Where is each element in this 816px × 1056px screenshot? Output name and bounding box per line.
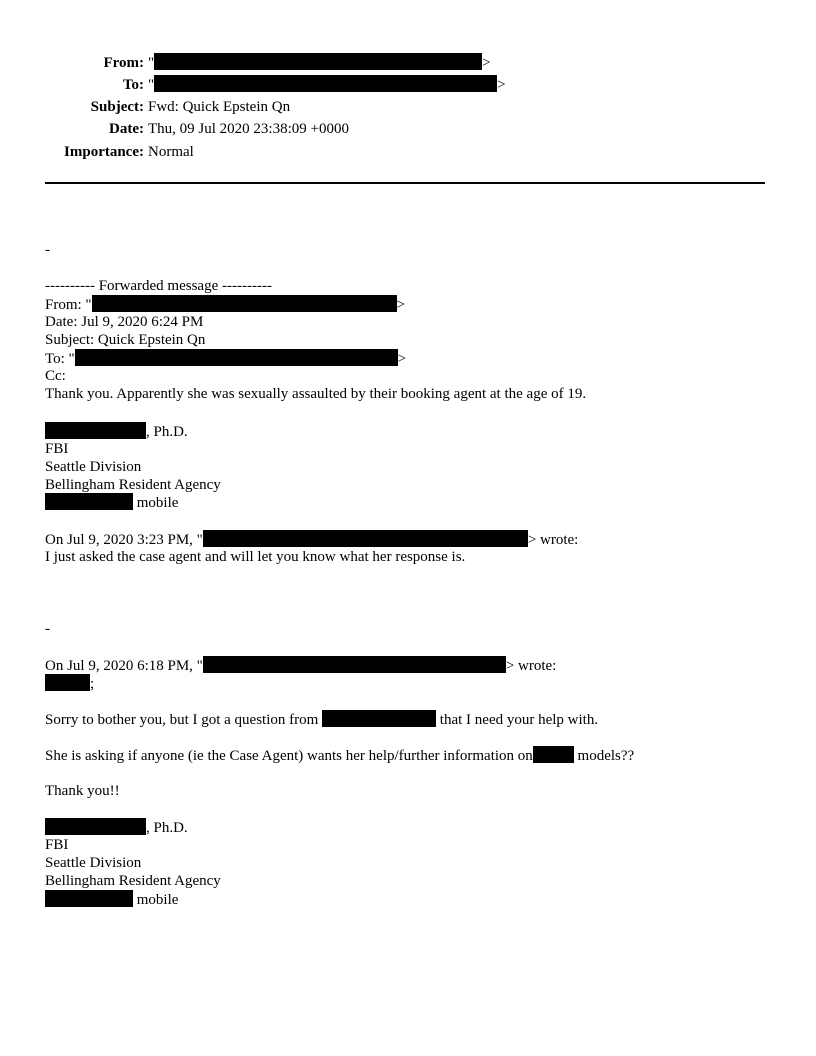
redaction-block bbox=[203, 656, 506, 673]
importance-value: Normal bbox=[148, 144, 194, 160]
from-value: " > bbox=[148, 55, 491, 71]
signature-name: , Ph.D. bbox=[45, 422, 188, 440]
date-label: Date: bbox=[109, 121, 144, 137]
redaction-block bbox=[203, 530, 528, 547]
signature-name: , Ph.D. bbox=[45, 818, 188, 836]
message-line: She is asking if anyone (ie the Case Agent) wants her help/further information on models?? bbox=[45, 748, 635, 764]
subject-label: Subject: bbox=[90, 99, 144, 115]
quote-attribution: On Jul 9, 2020 6:18 PM, " > wrote: bbox=[45, 658, 557, 674]
redaction-block bbox=[92, 295, 397, 312]
to-label: To: bbox=[122, 77, 144, 93]
redaction-block bbox=[154, 53, 482, 70]
importance-label: Importance: bbox=[64, 144, 144, 160]
redaction-block bbox=[45, 890, 133, 907]
signature-division: Seattle Division bbox=[45, 459, 142, 475]
redaction-block bbox=[154, 75, 497, 92]
quoted-text: I just asked the case agent and will let you know what her response is. bbox=[45, 549, 466, 565]
signature-office: Bellingham Resident Agency bbox=[45, 477, 221, 493]
signature-mobile: mobile bbox=[45, 890, 178, 908]
signature-org: FBI bbox=[45, 441, 69, 457]
header-divider bbox=[45, 182, 765, 184]
forwarded-to: To: " > bbox=[45, 351, 407, 367]
redaction-block bbox=[533, 746, 574, 763]
header-from-row bbox=[0, 53, 816, 73]
forwarded-date: Date: Jul 9, 2020 6:24 PM bbox=[45, 314, 204, 330]
header-subject-row bbox=[0, 97, 816, 117]
greeting: ; bbox=[45, 674, 94, 692]
redaction-block bbox=[75, 349, 398, 366]
signature-mobile: mobile bbox=[45, 493, 178, 511]
quote-attribution: On Jul 9, 2020 3:23 PM, " > wrote: bbox=[45, 532, 579, 548]
separator-dash: - bbox=[45, 242, 50, 258]
redaction-block bbox=[322, 710, 436, 727]
signature-org: FBI bbox=[45, 837, 69, 853]
to-value: " > bbox=[148, 77, 506, 93]
header-date-row bbox=[0, 119, 816, 139]
separator-dash: - bbox=[45, 621, 50, 637]
subject-value: Fwd: Quick Epstein Qn bbox=[148, 99, 291, 115]
forward-banner: ---------- Forwarded message ---------- bbox=[45, 278, 272, 294]
reply-text: Thank you. Apparently she was sexually assaulted by their booking agent at the age of 19. bbox=[45, 386, 587, 402]
header-to-row bbox=[0, 75, 816, 95]
signature-division: Seattle Division bbox=[45, 855, 142, 871]
redaction-block bbox=[45, 493, 133, 510]
redaction-block bbox=[45, 674, 90, 691]
header-importance-row bbox=[0, 142, 816, 162]
signature-office: Bellingham Resident Agency bbox=[45, 873, 221, 889]
forwarded-from: From: " > bbox=[45, 297, 406, 313]
forwarded-cc: Cc: bbox=[45, 368, 66, 384]
redaction-block bbox=[45, 422, 146, 439]
forwarded-subject: Subject: Quick Epstein Qn bbox=[45, 332, 206, 348]
date-value: Thu, 09 Jul 2020 23:38:09 +0000 bbox=[148, 121, 349, 137]
from-label: From: bbox=[103, 55, 144, 71]
message-thanks: Thank you!! bbox=[45, 783, 120, 799]
redaction-block bbox=[45, 818, 146, 835]
message-line: Sorry to bother you, but I got a question from that I need your help with. bbox=[45, 712, 599, 728]
